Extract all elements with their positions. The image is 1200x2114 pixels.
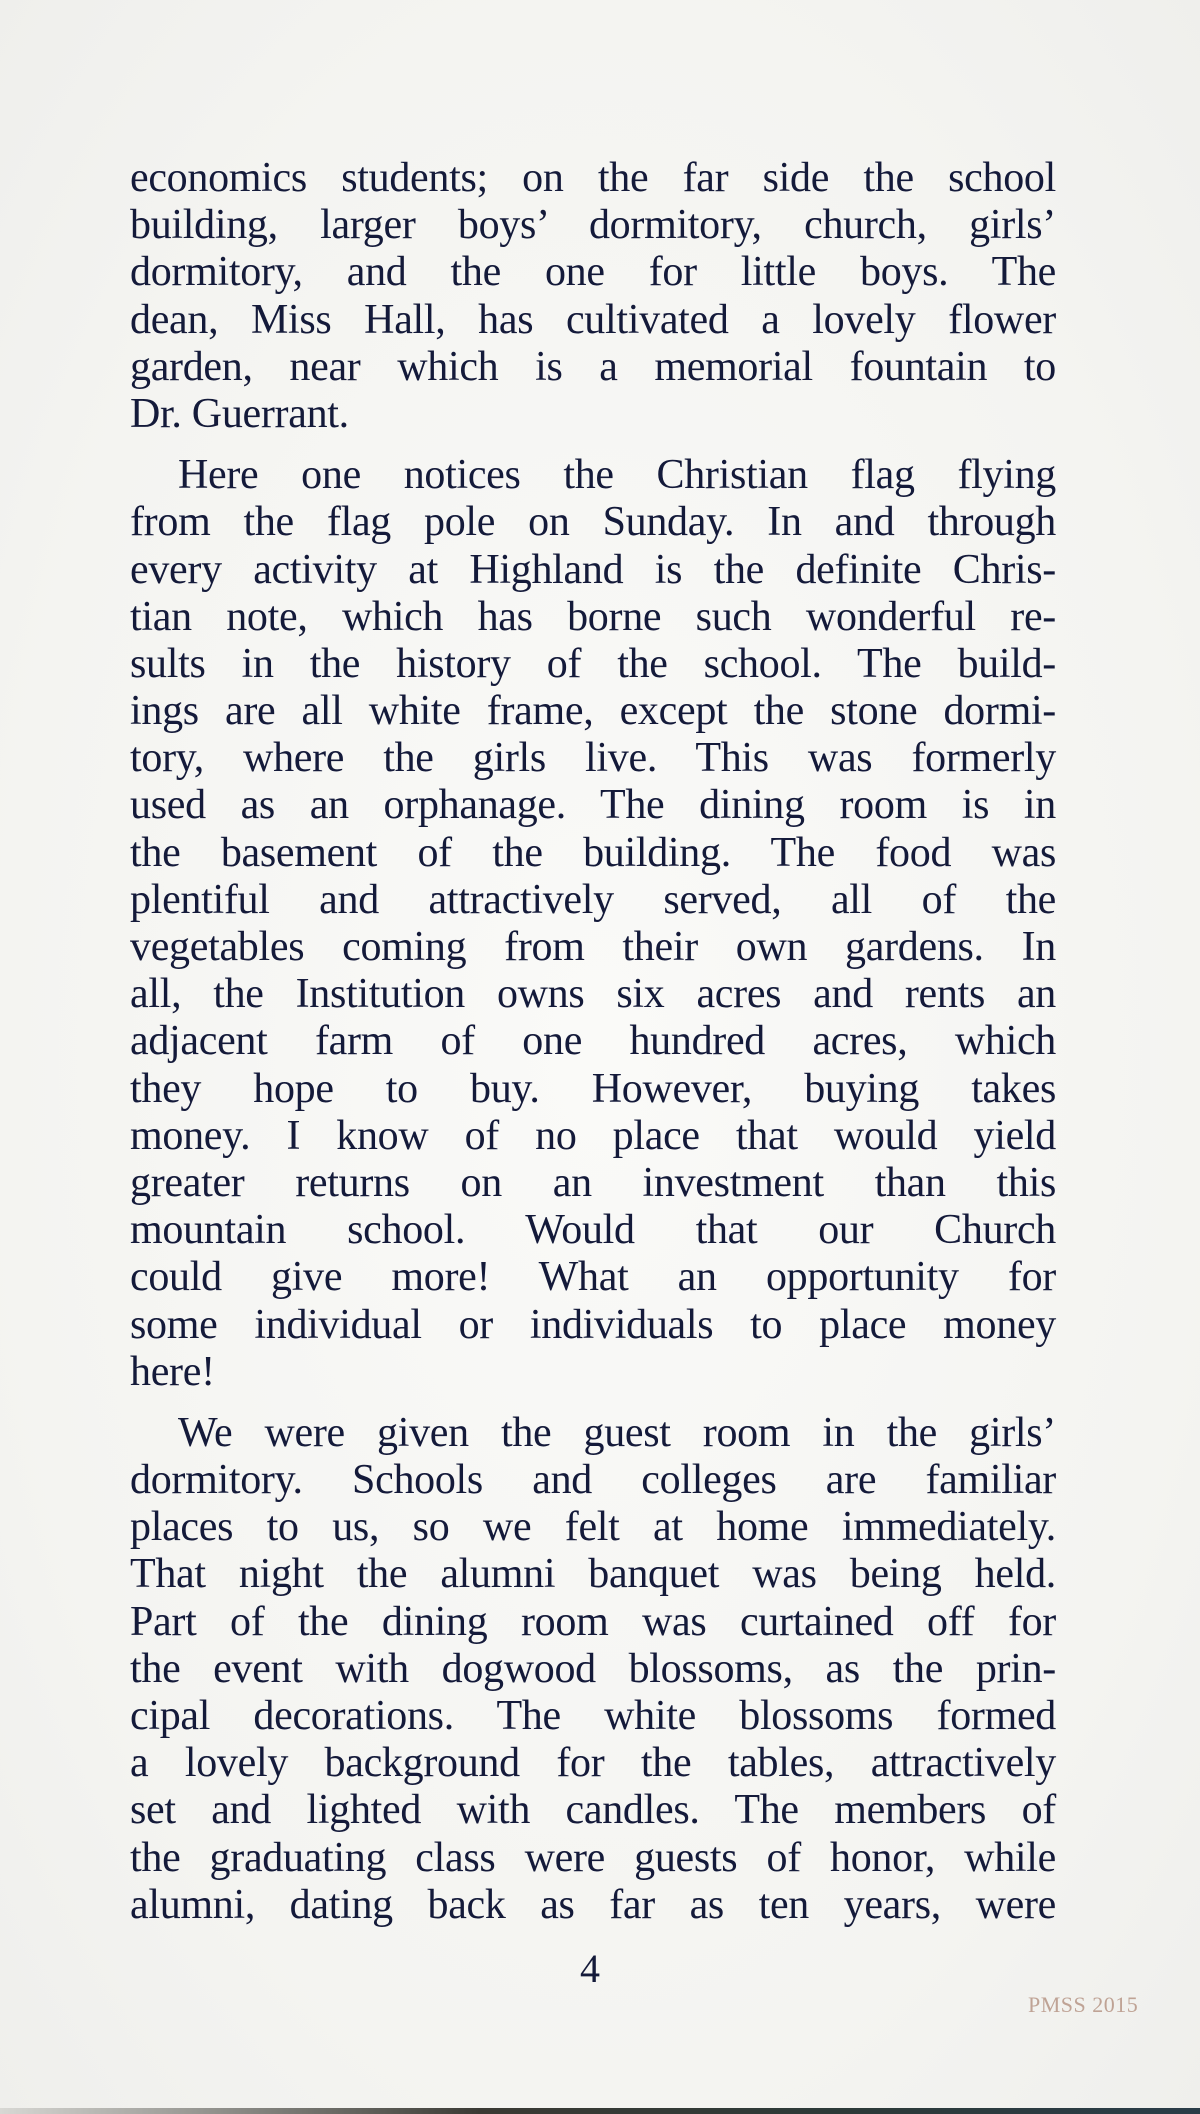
text-line: used as an orphanage. The dining room is in: [130, 782, 1056, 829]
text-line: dormitory. Schools and colleges are familiar: [130, 1457, 1056, 1504]
text-line: set and lighted with candles. The members of: [130, 1787, 1056, 1834]
text-line: tian note, which has borne such wonderful re-: [130, 593, 1056, 640]
text-line: economics students; on the far side the school: [130, 155, 1056, 201]
text-line: Dr. Guerrant.: [130, 390, 349, 437]
paragraph-3: [130, 1410, 1056, 1929]
text-line: dean, Miss Hall, has cultivated a lovely flower: [130, 296, 1056, 343]
text-line: some individual or individuals to place money: [130, 1301, 1056, 1348]
text-line: garden, near which is a memorial fountain to: [130, 343, 1056, 390]
scan-edge: [0, 2108, 1200, 2114]
text-line: greater returns on an investment than this: [130, 1159, 1056, 1206]
text-line: all, the Institution owns six acres and rents an: [130, 971, 1056, 1018]
paragraph-1: [130, 155, 1056, 438]
text-line: places to us, so we felt at home immediately.: [130, 1504, 1056, 1551]
text-line: building, larger boys’ dormitory, church, girls’: [130, 202, 1056, 249]
text-line: the basement of the building. The food was: [130, 829, 1056, 876]
text-line: That night the alumni banquet was being held.: [130, 1551, 1056, 1598]
text-line: money. I know of no place that would yield: [130, 1112, 1056, 1159]
text-line: alumni, dating back as far as ten years, were: [130, 1881, 1056, 1928]
text-line: ings are all white frame, except the stone dormi-: [130, 688, 1056, 735]
text-line: plentiful and attractively served, all of the: [130, 876, 1056, 923]
text-line: cipal decorations. The white blossoms formed: [130, 1693, 1056, 1739]
text-line: adjacent farm of one hundred acres, which: [130, 1018, 1056, 1065]
text-line: sults in the history of the school. The build-: [130, 640, 1056, 687]
text-line: vegetables coming from their own gardens. In: [130, 924, 1056, 970]
text-line: the graduating class were guests of honor, while: [130, 1834, 1056, 1881]
text-line: they hope to buy. However, buying takes: [130, 1065, 1056, 1112]
text-line: every activity at Highland is the definite Chris-: [130, 546, 1056, 593]
text-line: tory, where the girls live. This was formerly: [130, 735, 1056, 782]
text-line: here!: [130, 1348, 215, 1395]
text-line: Part of the dining room was curtained off for: [130, 1598, 1056, 1645]
text-line: Here one notices the Christian flag flying: [178, 452, 1056, 499]
text-line: We were given the guest room in the girls’: [178, 1409, 1056, 1456]
body-text: [130, 155, 1056, 1943]
watermark-stamp: PMSS 2015: [1028, 1992, 1139, 2017]
text-line: dormitory, and the one for little boys. The: [130, 249, 1056, 296]
text-line: the event with dogwood blossoms, as the prin-: [130, 1645, 1056, 1692]
text-line: a lovely background for the tables, attractively: [130, 1740, 1056, 1787]
paragraph-2: [130, 452, 1056, 1396]
page-number: 4: [580, 1946, 600, 1991]
text-line: from the flag pole on Sunday. In and through: [130, 499, 1056, 546]
text-line: mountain school. Would that our Church: [130, 1207, 1056, 1254]
text-line: could give more! What an opportunity for: [130, 1254, 1056, 1301]
